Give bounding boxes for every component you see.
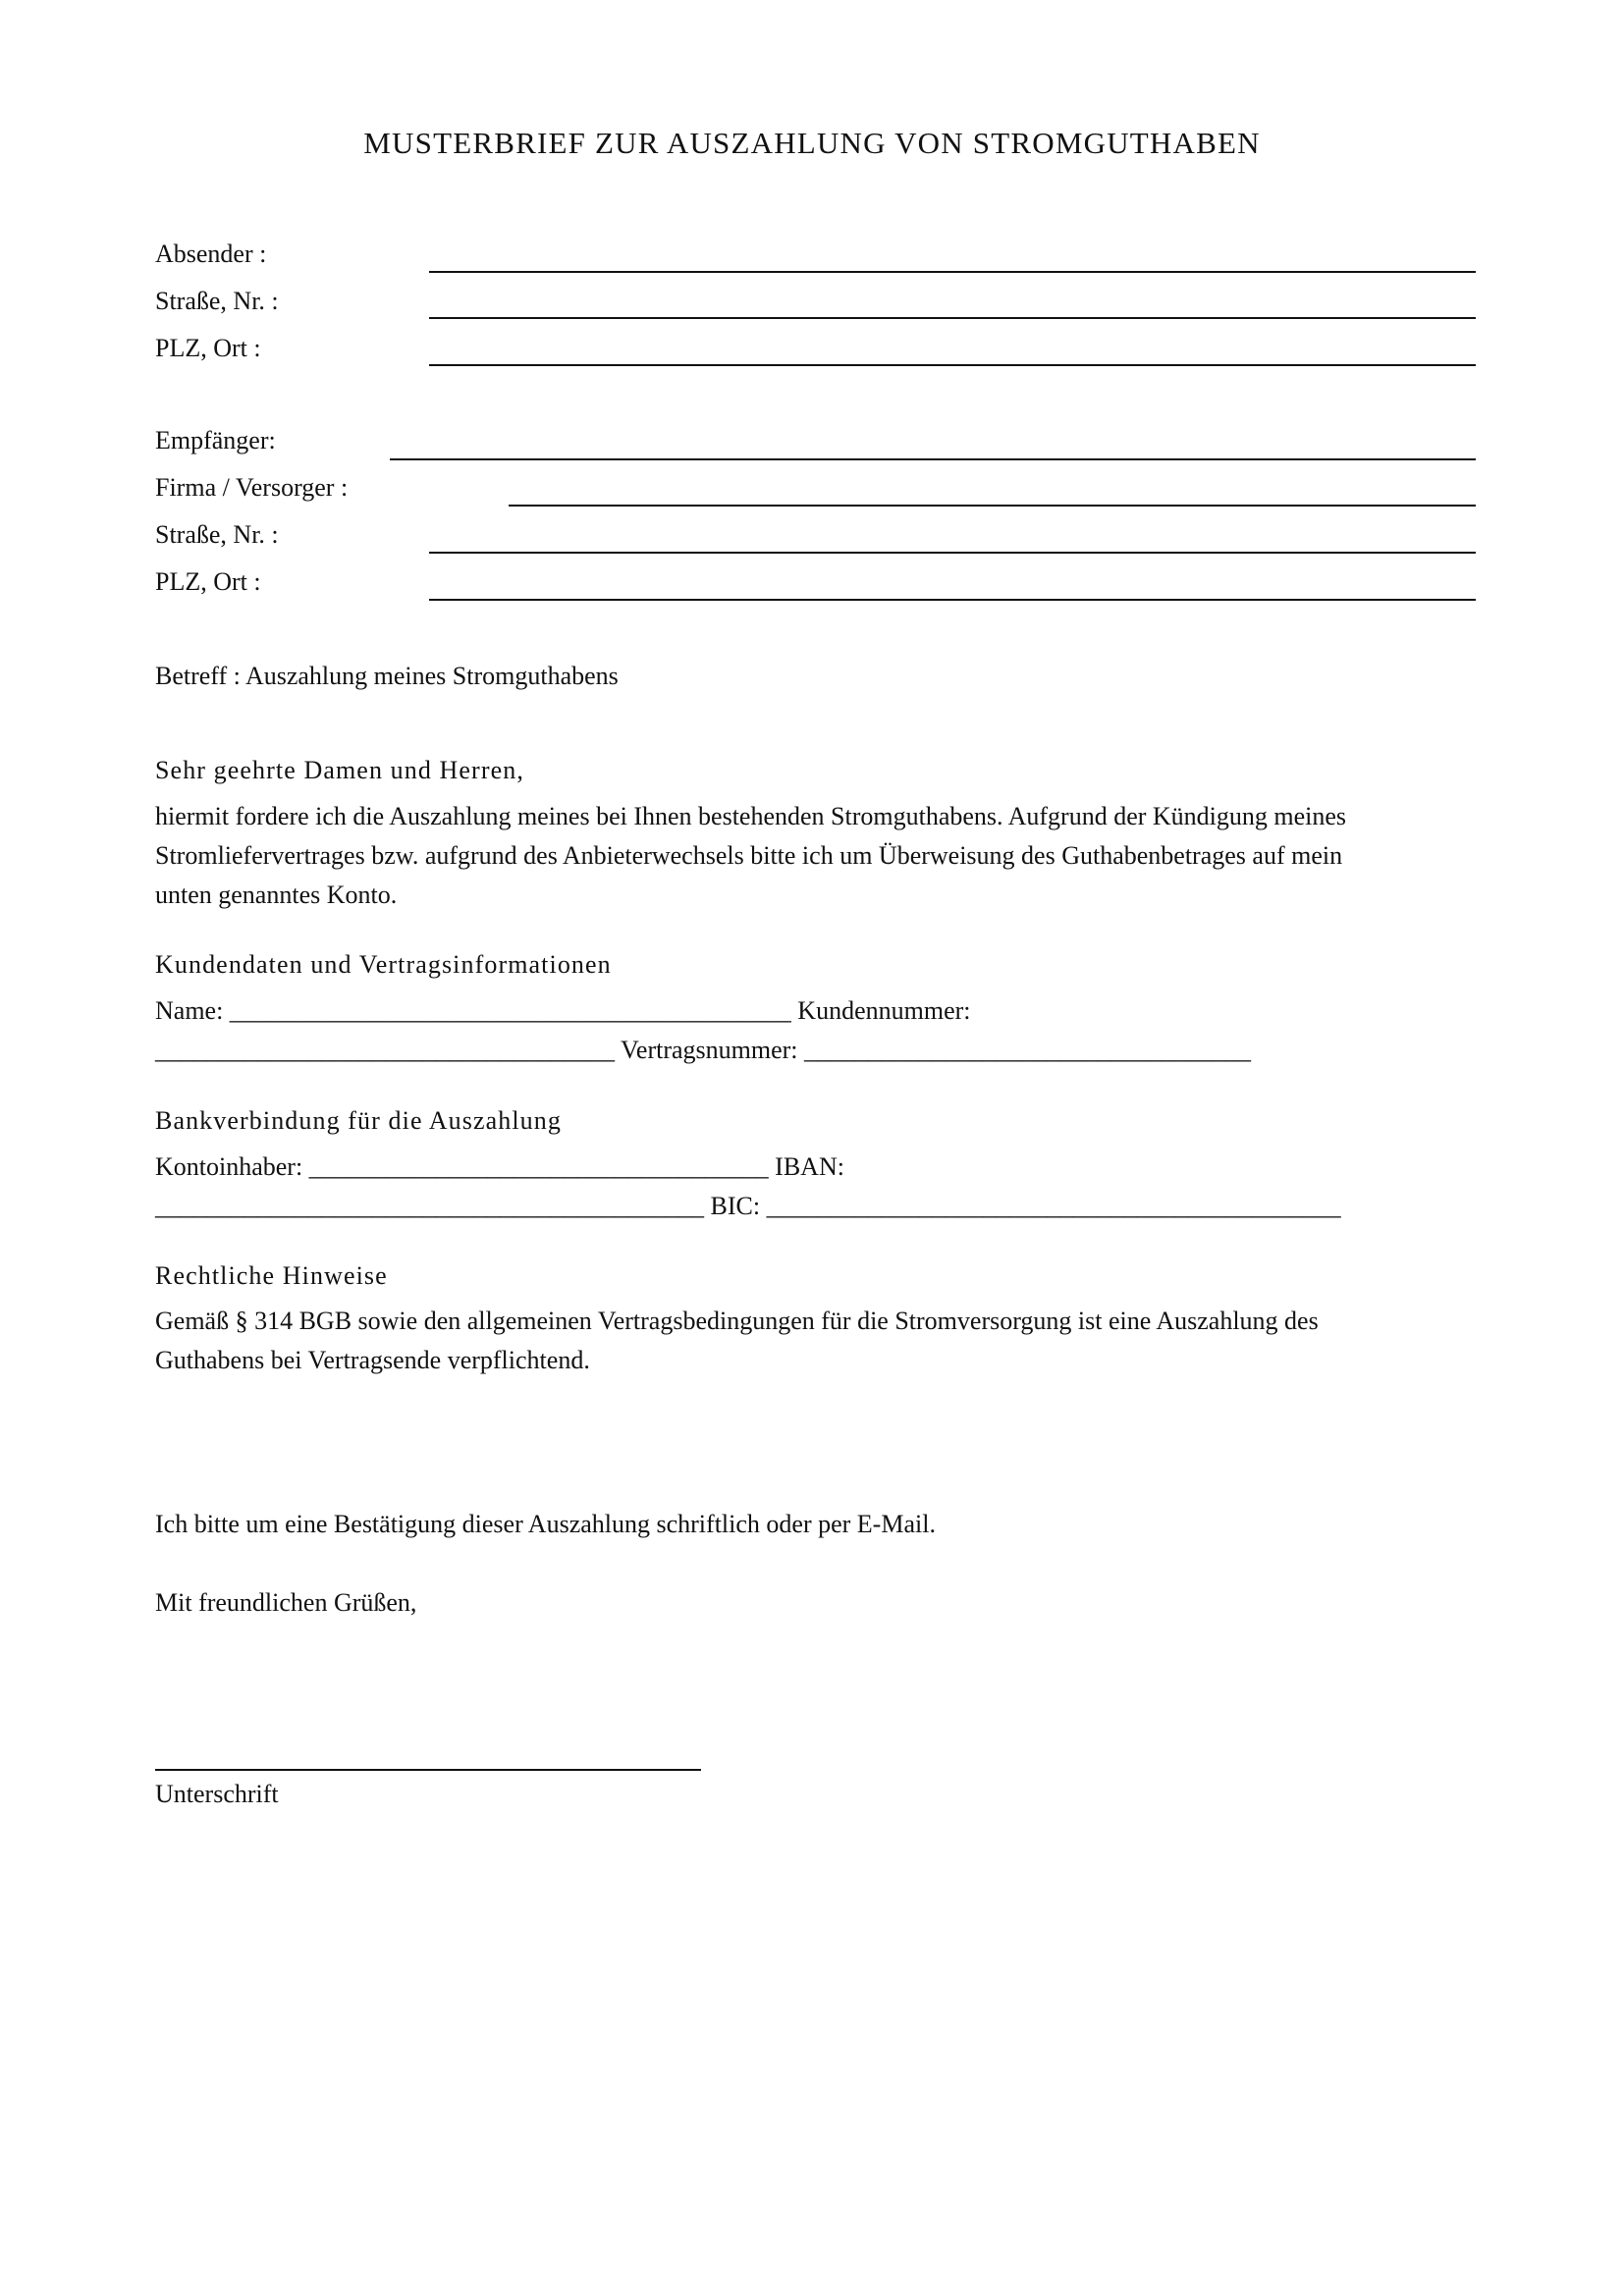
closing-text: Mit freundlichen Grüßen, [155,1588,417,1617]
contract-number-field[interactable]: ____________________________________ Vertragsnummer: ___________________________________ [155,1036,1252,1064]
signature-label: Unterschrift [155,1780,279,1808]
recipient-street-label: Straße, Nr. : [155,520,279,549]
bic-field[interactable]: ___________________________________________ BIC: _____________________________________________ [155,1192,1341,1220]
sender-street-line[interactable] [429,317,1476,319]
recipient-street-line[interactable] [429,552,1476,554]
body-line: hiermit fordere ich die Auszahlung meines bei Ihnen bestehenden Stromguthabens. Aufgrund der Kündigung meines [155,802,1347,830]
sender-name-label: Absender : [155,240,267,268]
page-title: MUSTERBRIEF ZUR AUSZAHLUNG VON STROMGUTHABEN [363,126,1261,160]
body-paragraph [155,797,1481,915]
recipient-line[interactable] [390,458,1476,460]
customer-heading: Kundendaten und Vertragsinformationen [155,950,612,979]
body-line: Stromliefervertrages bzw. aufgrund des Anbieterwechsels bitte ich um Überweisung des Guthabenbetrages auf mein [155,841,1343,870]
bank-heading: Bankverbindung für die Auszahlung [155,1106,562,1135]
bank-fields [155,1148,1481,1226]
sender-city-label: PLZ, Ort : [155,334,261,362]
body-line: unten genanntes Konto. [155,881,398,909]
account-holder-field[interactable]: Kontoinhaber: ____________________________________ IBAN: [155,1152,844,1181]
legal-line: Guthabens bei Vertragsende verpflichtend. [155,1346,590,1374]
customer-name-field[interactable]: Name: ____________________________________________ Kundennummer: [155,996,971,1025]
legal-paragraph [155,1302,1481,1380]
recipient-city-line[interactable] [429,599,1476,601]
signature-line[interactable] [155,1769,701,1771]
legal-heading: Rechtliche Hinweise [155,1261,388,1290]
sender-street-label: Straße, Nr. : [155,287,279,315]
recipient-company-label: Firma / Versorger : [155,473,349,502]
salutation: Sehr geehrte Damen und Herren, [155,756,524,784]
sender-city-line[interactable] [429,364,1476,366]
confirmation-text: Ich bitte um eine Bestätigung dieser Auszahlung schriftlich oder per E-Mail. [155,1510,936,1538]
sender-name-line[interactable] [429,271,1476,273]
recipient-city-label: PLZ, Ort : [155,567,261,596]
recipient-label: Empfänger: [155,426,276,454]
recipient-company-line[interactable] [509,505,1476,507]
legal-line: Gemäß § 314 BGB sowie den allgemeinen Vertragsbedingungen für die Stromversorgung ist eine Auszahlung des [155,1307,1319,1335]
subject-line: Betreff : Auszahlung meines Stromguthabens [155,662,619,690]
customer-fields [155,991,1481,1070]
